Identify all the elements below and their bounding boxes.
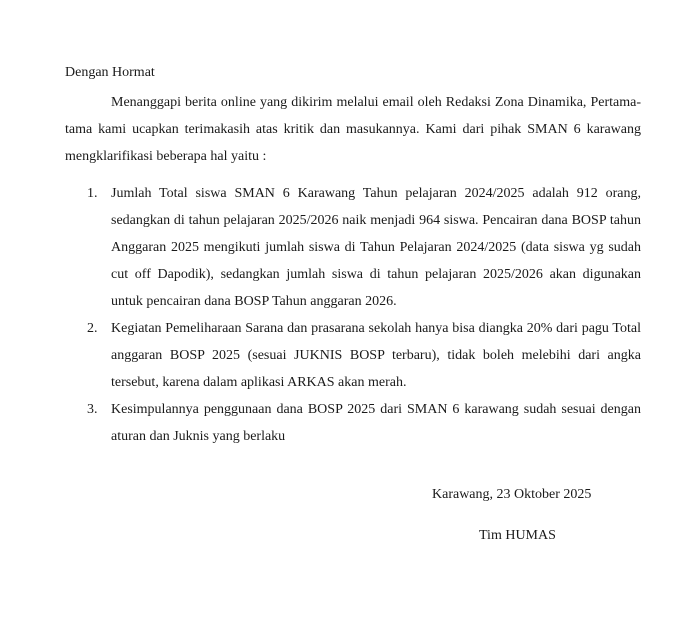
- intro-paragraph: Menanggapi berita online yang dikirim melalui email oleh Redaksi Zona Dinamika, Pertama-tama kami ucapkan terimakasih atas kritik dan masukannya. Kami dari pihak SMAN 6 karawang mengklarifikasi beberapa hal yaitu :: [65, 95, 641, 164]
- list-item: [65, 315, 641, 396]
- list-item: [65, 396, 641, 450]
- list-item: [65, 180, 641, 315]
- list-item-number: 3.: [87, 402, 98, 417]
- greeting: Dengan Hormat: [65, 65, 155, 80]
- list-item-text: Kesimpulannya penggunaan dana BOSP 2025 dari SMAN 6 karawang sudah sesuai dengan aturan dan Juknis yang berlaku: [111, 402, 641, 444]
- clarification-list: [65, 180, 641, 450]
- list-item-text: Kegiatan Pemeliharaan Sarana dan prasarana sekolah hanya bisa diangka 20% dari pagu Total anggaran BOSP 2025 (sesuai JUKNIS BOSP terbaru), tidak boleh melebihi dari angka tersebut, karena dalam aplikasi ARKAS akan merah.: [111, 321, 641, 390]
- letter-body: [65, 62, 641, 450]
- place-date: Karawang, 23 Oktober 2025: [432, 487, 592, 502]
- list-item-text: Jumlah Total siswa SMAN 6 Karawang Tahun pelajaran 2024/2025 adalah 912 orang, sedangkan di tahun pelajaran 2025/2026 naik menjadi 964 siswa. Pencairan dana BOSP tahun Anggaran 2025 mengikuti jumlah siswa di Tahun Pelajaran 2024/2025 (data siswa yg sudah cut off Dapodik), sedangkan jumlah siswa di tahun pelajaran 2025/2026 akan digunakan untuk pencairan dana BOSP Tahun anggaran 2026.: [111, 186, 641, 309]
- signer: Tim HUMAS: [479, 528, 556, 543]
- list-item-number: 2.: [87, 321, 98, 336]
- list-item-number: 1.: [87, 186, 98, 201]
